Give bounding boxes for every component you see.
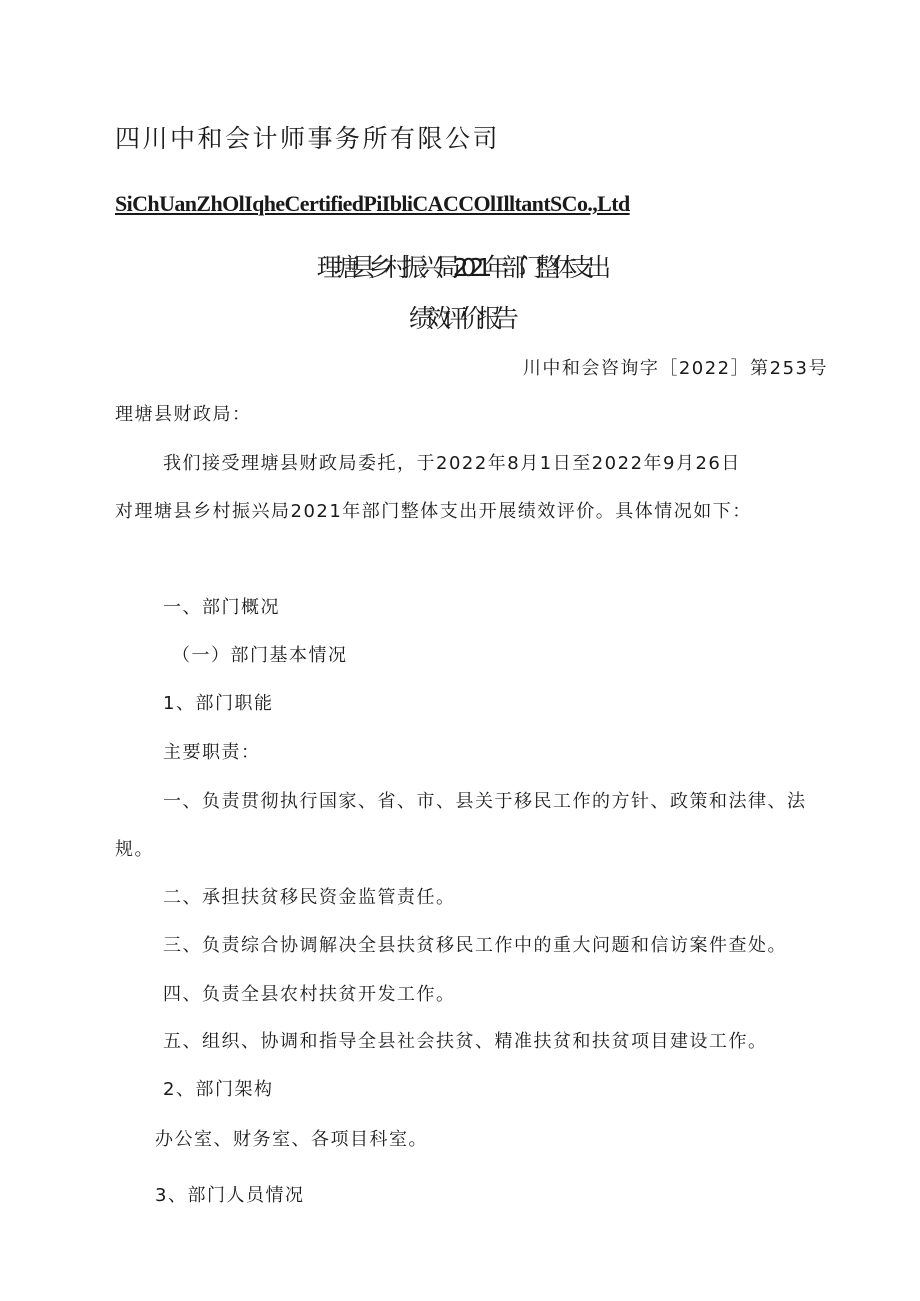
firm-name-english: SiChUanZhOlIqheCertifiedPiIbliCACCOlIlltantSCo.,Ltd	[115, 191, 630, 216]
duties-label: 主要职责：	[163, 742, 261, 763]
duty-5: 五、组织、协调和指导全县社会扶贫、精准扶贫和扶贫项目建设工作。	[163, 1031, 768, 1052]
addressee: 理塘县财政局：	[115, 404, 252, 425]
section-heading-1: 一、部门概况	[163, 597, 280, 618]
intro-paragraph-line-1: 我们接受理塘县财政局委托，于2022年8月1日至2022年9月26日	[163, 453, 741, 474]
duty-3: 三、负责综合协调解决全县扶贫移民工作中的重大问题和信访案件查处。	[163, 935, 787, 956]
department-structure-body: 办公室、财务室、各项目科室。	[155, 1129, 428, 1150]
item-heading-department-staff: 3、部门人员情况	[155, 1185, 305, 1206]
report-title-line-2: 绩效评价报告	[408, 304, 511, 333]
duty-4: 四、负责全县农村扶贫开发工作。	[163, 984, 456, 1005]
duty-2: 二、承担扶贫移民资金监管责任。	[163, 887, 456, 908]
document-number: 川中和会咨询字［2022］第253号	[522, 358, 828, 379]
duty-1-line-2: 规。	[115, 839, 154, 860]
duty-1-line-1: 一、负责贯彻执行国家、省、市、县关于移民工作的方针、政策和法律、法	[163, 791, 807, 812]
subsection-heading-1-1: （一）部门基本情况	[172, 645, 348, 666]
item-heading-department-structure: 2、部门架构	[163, 1079, 274, 1100]
firm-name-chinese: 四川中和会计师事务所有限公司	[115, 124, 501, 153]
report-title-line-1: 理塘县乡村振兴局2021年部门整体支出	[316, 253, 604, 282]
intro-paragraph-line-2: 对理塘县乡村振兴局2021年部门整体支出开展绩效评价。具体情况如下：	[115, 501, 752, 522]
item-heading-department-functions: 1、部门职能	[163, 693, 274, 714]
